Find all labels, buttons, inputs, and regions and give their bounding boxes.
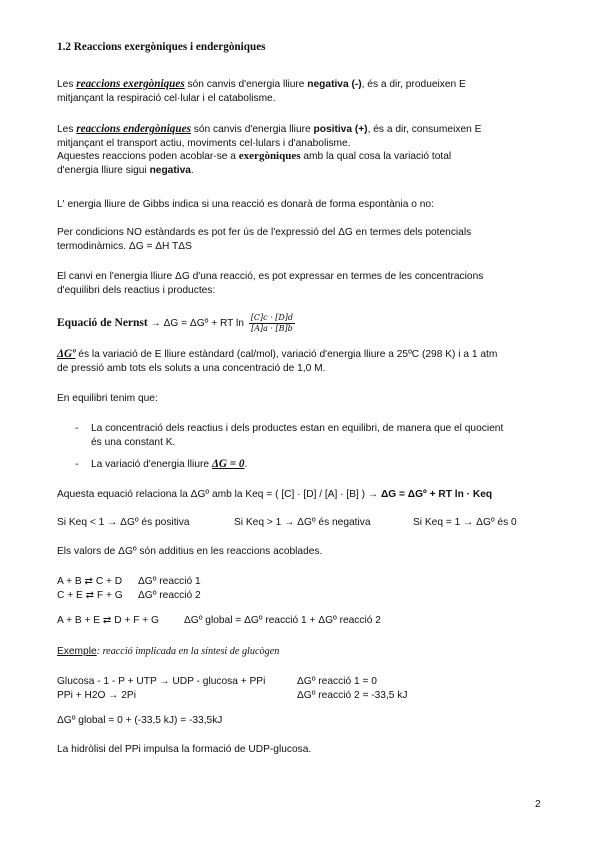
text: Les (57, 124, 77, 135)
text: , és a dir, produeixen E (361, 79, 466, 90)
list-item-text (91, 422, 541, 449)
page-number: 2 (535, 799, 541, 810)
list-item-text (91, 458, 541, 472)
text: de pressió amb tots els soluts a una concentració de 1,0 M. (57, 362, 326, 374)
bold-exergoniques: exergòniques (238, 150, 301, 163)
paragraph-non-standard (57, 226, 547, 253)
glycogen-reaction-1: Glucosa - 1 - P + UTP → UDP - glucosa + PPi (57, 676, 266, 687)
text: . (190, 164, 194, 176)
text: La variació d'energia lliure (91, 459, 212, 470)
text: amb la qual cosa la variació total (300, 151, 452, 163)
paragraph-concentrations (57, 270, 547, 297)
bullet-dash: - (75, 423, 79, 434)
fraction-denominator: [A]a · [B]b (251, 324, 293, 333)
nernst-equation (57, 313, 547, 334)
text: és una constant K. (91, 436, 176, 448)
reaction-2-label: ΔGº reacció 2 (138, 590, 201, 601)
paragraph-gibbs: L' energia lliure de Gibbs indica si una reacció es donarà de forma espontània o no: (57, 199, 434, 210)
keq-case-less: Si Keq < 1 → ΔGº és positiva (57, 517, 190, 528)
keq-case-equal: Si Keq = 1 → ΔGº és 0 (413, 517, 517, 528)
text: Les (57, 79, 77, 90)
text: és la variació de E lliure estàndard (cal/mol), variació d'energia lliure a 25ºC (298 K) i a 1 atm (75, 349, 498, 360)
text: mitjançant el transport actiu, moviments cel·lulars i d'anabolisme. (57, 137, 351, 149)
reaction-global-label: ΔGº global = ΔGº reacció 1 + ΔGº reacció 2 (184, 615, 381, 626)
bold-negativa: negativa (149, 164, 191, 176)
glycogen-reaction-1-label: ΔGº reacció 1 = 0 (297, 676, 377, 687)
list-item (75, 422, 545, 450)
fraction-numerator: [C]c · [D]d (250, 313, 294, 322)
text: d'equilibri dels reactius i productes: (57, 284, 216, 296)
paragraph-standard-delta-g (57, 348, 547, 375)
reaction-1-label: ΔGº reacció 1 (138, 576, 201, 587)
bullet-dash: - (75, 459, 79, 470)
nernst-expression: → ΔG = ΔGº + RT ln (147, 318, 247, 330)
keq-case-greater: Si Keq > 1 → ΔGº és negativa (234, 517, 371, 528)
text: Aquesta equació relaciona la ΔGº amb la Keq = ( [C] · [D] / [A] · [B] ) → (57, 489, 381, 500)
example-text: : reacció implicada en la síntesi de glucògen (96, 646, 280, 657)
reaction-1-equation: A + B ⇄ C + D (57, 576, 123, 587)
conclusion: La hidròlisi del PPi impulsa la formació de UDP-glucosa. (57, 744, 312, 755)
reaction-global-equation: A + B + E ⇄ D + F + G (57, 615, 159, 626)
text: són canvis d'energia lliure (190, 124, 314, 135)
text: d'energia lliure sigui (57, 164, 150, 176)
glycogen-reaction-2: PPi + H2O → 2Pi (57, 690, 136, 701)
nernst-label: Equació de Nernst (57, 317, 148, 330)
bold-equation: ΔG = ΔGº + RT ln · Keq (380, 489, 493, 500)
text: . (244, 459, 248, 470)
text: Aquestes reaccions poden acoblar-se a (57, 151, 239, 163)
example-heading (57, 645, 547, 659)
text: La concentració dels reactius i dels productes estan en equilibri, de manera que el quocient (91, 423, 504, 434)
text: termodinàmics. ΔG = ΔH TΔS (57, 240, 192, 252)
global-result: ΔGº global = 0 + (-33,5 kJ) = -33,5kJ (57, 715, 223, 726)
section-heading: 1.2 Reaccions exergòniques i endergòniques (57, 41, 266, 53)
paragraph-additive: Els valors de ΔGº són additius en les reaccions acoblades. (57, 546, 323, 557)
term-exergonic: reaccions exergòniques (76, 78, 185, 90)
list-item (75, 458, 545, 472)
nernst-fraction (249, 313, 295, 334)
paragraph-keq-relation (57, 488, 557, 502)
paragraph-equilibrium: En equilibri tenim que: (57, 393, 158, 404)
text: mitjançant la respiració cel·lular i el catabolisme. (57, 92, 276, 104)
paragraph-exergonic (57, 78, 547, 105)
term-delta-g-standard: ΔGº (57, 348, 76, 360)
text: El canvi en l'energia lliure ΔG d'una reacció, es pot expressar en termes de les concentracions (57, 271, 484, 282)
text: Per condicions NO estàndards es pot fer ús de l'expressió del ΔG en termes dels potencials (57, 227, 472, 238)
reaction-2-equation: C + E ⇄ F + G (57, 590, 123, 601)
bold-negative: negativa (-) (307, 79, 362, 90)
glycogen-reaction-2-label: ΔGº reacció 2 = -33,5 kJ (297, 690, 408, 701)
term-delta-g-zero: ΔG = 0 (211, 458, 245, 470)
text: , és a dir, consumeixen E (367, 124, 482, 135)
text: són canvis d'energia lliure (184, 79, 308, 90)
paragraph-endergonic (57, 123, 547, 177)
term-endergonic: reaccions endergòniques (76, 123, 191, 135)
example-label: Exemple (57, 646, 97, 657)
bold-positive: positiva (+) (313, 124, 368, 135)
